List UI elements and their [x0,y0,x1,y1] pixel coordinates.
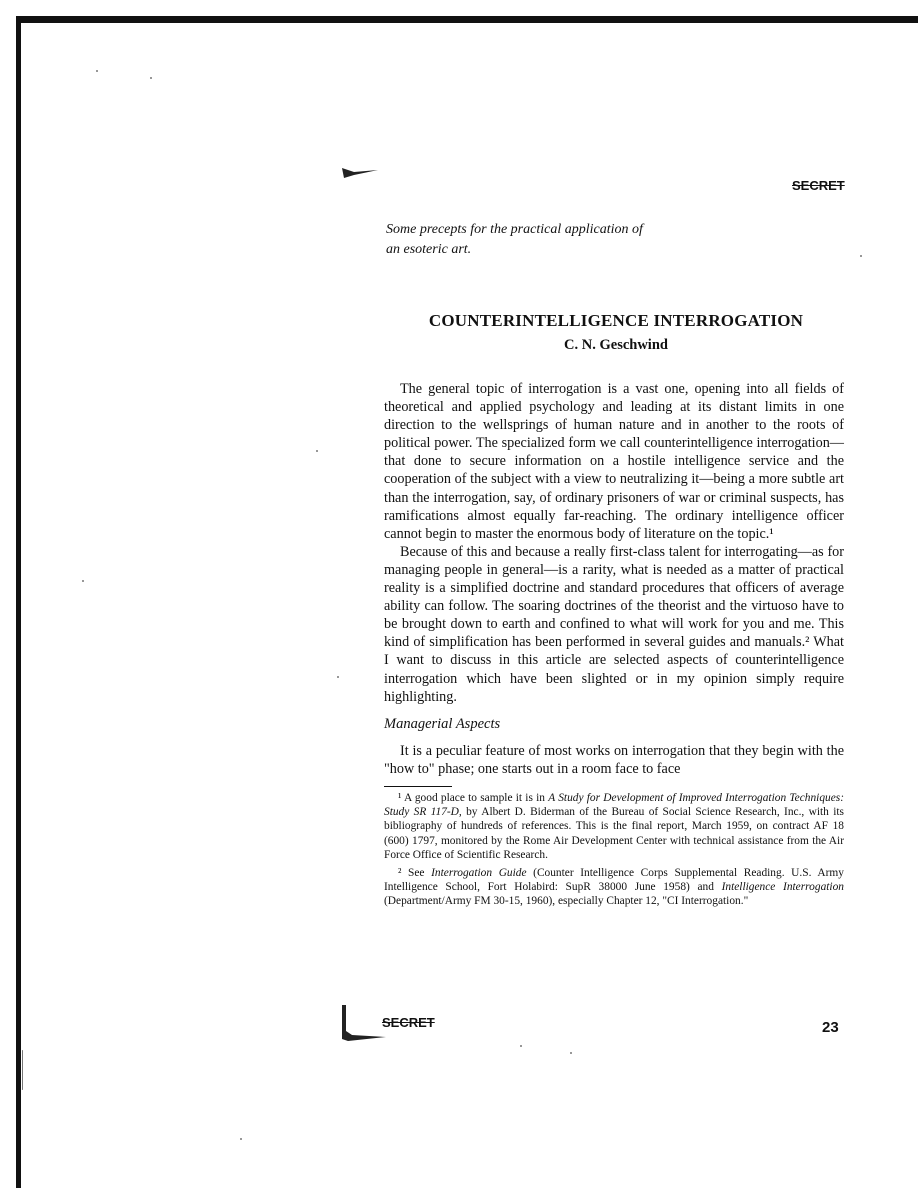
cited-title: A Study for Development of Improved Interrogation Techniques: Study SR 117-D, [384,791,845,819]
scan-speck [316,450,318,452]
scan-border-top [16,16,918,23]
scan-speck [520,1045,522,1047]
scan-border-left [16,16,21,1188]
paragraph: It is a peculiar feature of most works on interrogation that they begin with the "how to" phase; one starts out in a room face to face [384,742,844,777]
article-title: COUNTERINTELLIGENCE INTERROGATION [428,311,804,330]
scan-speck [22,1050,23,1090]
scan-speck [860,255,862,257]
paragraph: Because of this and because a really first-class talent for interrogating—as for managing people in general—is a rarity, what is needed as a matter of practical reality is a simplified doctrine and standard procedures that officers of average ability can follow. The soaring doctrines of the theorist and the virtuoso have to be brought down to earth and confined to what will work for you and me. This kind of simplification has been performed in several guides and manuals.² What I want to discuss in this article are selected aspects of counterintelligence interrogation which have been slighted or in my opinion simply require highlighting. [384,543,844,705]
cited-title: Intelligence Interrogation [721,881,844,894]
article-tagline: Some precepts for the practical application of an esoteric art. [386,222,643,257]
scan-speck [96,70,98,72]
footnotes [384,791,844,909]
scan-speck [150,77,152,79]
section-heading: Managerial Aspects [384,715,501,732]
article-body [384,380,844,913]
scan-speck [337,676,339,678]
paragraph: The general topic of interrogation is a vast one, opening into all fields of theoretical and applied psychology and leading at its distant limits in one direction to the wellsprings of human nature and in another to the roots of political power. The specialized form we call counterintelligence interrogation—that done to secure information on a hostile intelligence service and the cooperation of the subject with a view to neutralizing it—being a more subtle art than the interrogation, say, of ordinary prisoners of war or criminal suspects, has ramifications almost equally far-reaching. The ordinary intelligence officer cannot begin to master the enormous body of literature on the topic.¹ [384,381,844,542]
corner-mark-icon [338,1003,388,1043]
footnote-divider [384,786,452,787]
footnote-2: ² See Interrogation Guide (Counter Intelligence Corps Supplemental Reading. U.S. Army Intelligence School, Fort Holabird: SupR 38000 June 1958) and Intelligence Interrogation (Department/Army FM 30-15, 1960), especially Chapter 12, "CI Interrogation." [384,866,844,908]
footnote-1: ¹ A good place to sample it is in A Study for Development of Improved Interrogation Techniques: Study SR 117-D, by Albert D. Biderman of the Bureau of Social Science Research, Inc., with its bibliography of hundreds of references. This is the final report, March 1959, on contract AF 18 (600) 1797, monitored by the Rome Air Development Center with technical assistance from the Air Force Office of Scientific Research. [384,791,845,861]
corner-mark-icon [340,166,380,180]
classification-footer: SECRET [382,1015,435,1030]
page-number: 23 [822,1019,839,1036]
scan-speck [82,580,84,582]
cited-title: Interrogation Guide [431,866,527,879]
article-author: C. N. Geschwind [564,337,668,353]
scan-speck [570,1052,572,1054]
scan-speck [240,1138,242,1140]
classification-header: SECRET [792,178,845,193]
